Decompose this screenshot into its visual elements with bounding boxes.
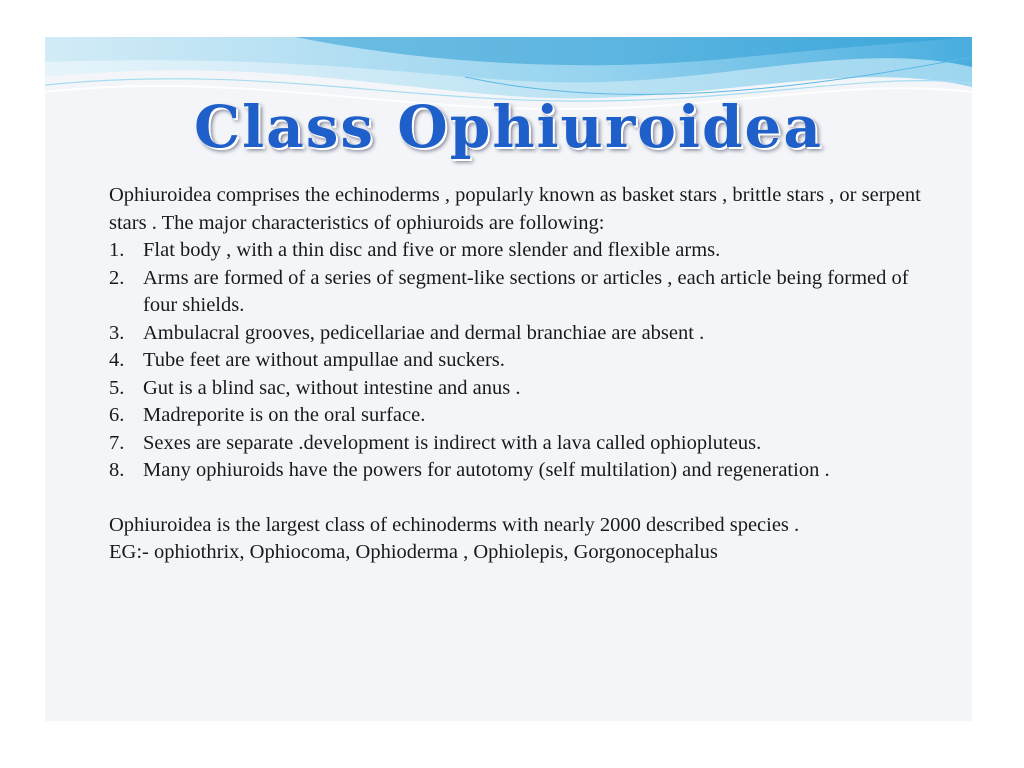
list-item <box>109 402 929 430</box>
summary-paragraph: Ophiuroidea is the largest class of echinoderms with nearly 2000 described species . <box>109 513 800 536</box>
list-item <box>109 347 929 375</box>
list-item-text: Gut is a blind sac, without intestine and anus . <box>143 376 521 399</box>
list-item-number: 1. <box>109 239 125 261</box>
list-item <box>109 265 929 320</box>
spacer <box>109 485 929 512</box>
list-item-number: 4. <box>109 349 125 371</box>
slide-body <box>109 182 929 567</box>
characteristics-list <box>109 237 929 485</box>
list-item-text: Many ophiuroids have the powers for autotomy (self multilation) and regeneration . <box>143 459 830 481</box>
list-item-number: 2. <box>109 266 125 289</box>
list-item <box>109 237 929 265</box>
examples-paragraph: EG:- ophiothrix, Ophiocoma, Ophioderma , Ophiolepis, Gorgonocephalus <box>109 541 718 563</box>
list-item-number: 6. <box>109 404 125 426</box>
intro-paragraph: Ophiuroidea comprises the echinoderms , popularly known as basket stars , brittle stars , or serpent stars . The major characteristics of ophiuroids are following: <box>109 184 921 234</box>
list-item-text: Madreporite is on the oral surface. <box>143 404 426 426</box>
list-item <box>109 375 929 403</box>
list-item <box>109 430 929 458</box>
list-item-number: 7. <box>109 431 125 454</box>
list-item-text: Flat body , with a thin disc and five or more slender and flexible arms. <box>143 239 721 261</box>
list-item-number: 5. <box>109 376 125 399</box>
slide-title: Class Ophiuroidea <box>193 93 824 161</box>
list-item-text: Ambulacral grooves, pedicellariae and dermal branchiae are absent . <box>143 321 705 344</box>
list-item-number: 8. <box>109 459 125 481</box>
list-item-text: Sexes are separate .development is indirect with a lava called ophiopluteus. <box>143 431 762 454</box>
list-item-text: Tube feet are without ampullae and suckers. <box>143 349 505 371</box>
list-item <box>109 457 929 485</box>
list-item <box>109 320 929 348</box>
list-item-number: 3. <box>109 321 125 344</box>
slide <box>45 37 972 721</box>
list-item-text: Arms are formed of a series of segment-like sections or articles , each article being formed of four shields. <box>143 266 909 316</box>
